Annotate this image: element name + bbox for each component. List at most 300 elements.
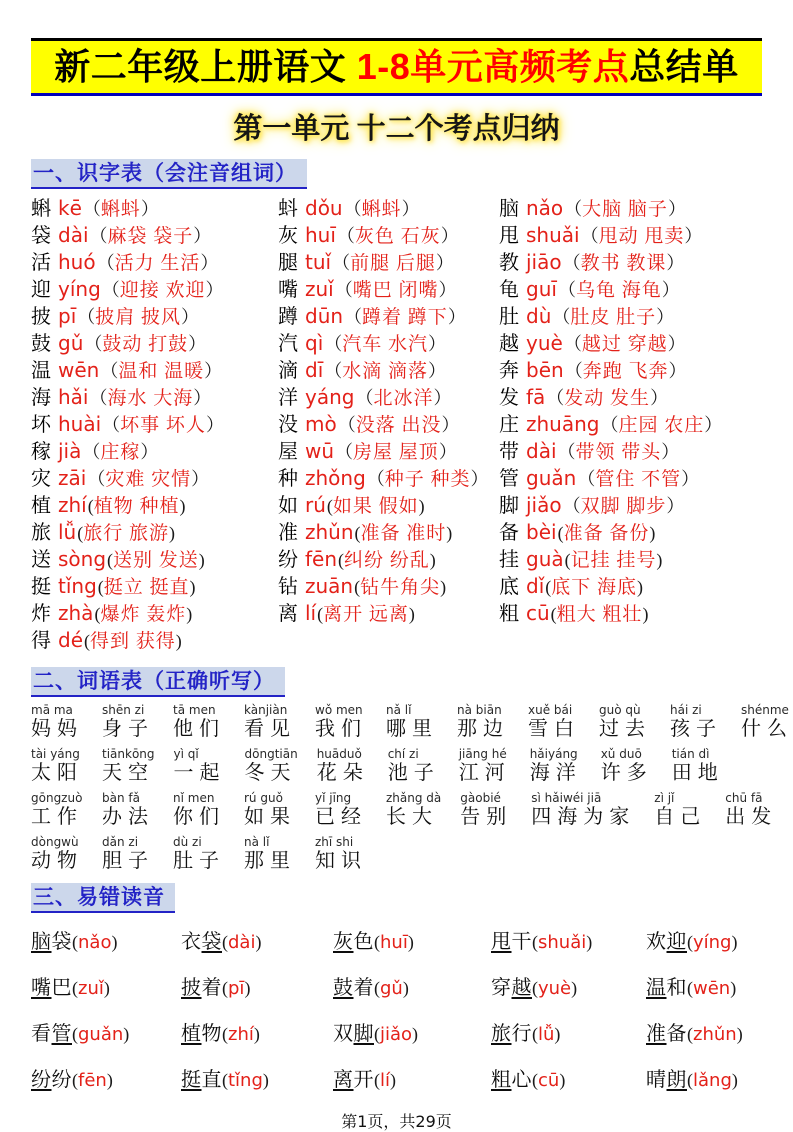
entry-character: 准: [278, 522, 298, 544]
misread-item: [181, 1017, 333, 1046]
word-hanzi: 看见: [244, 718, 296, 740]
entry-character: 奔: [499, 360, 519, 382]
close-paren: ): [111, 932, 118, 952]
entry-character: 得: [31, 630, 51, 652]
entry-words: 庄园 农庄: [618, 415, 705, 436]
entry-words: 挺立 挺直: [103, 577, 190, 598]
entry-pinyin: gǔ: [58, 331, 84, 355]
literacy-column-1: [31, 195, 278, 654]
misread-item: [646, 1017, 762, 1046]
entry-pinyin: qì: [305, 331, 324, 355]
word-item: [386, 792, 441, 829]
entry-pinyin: dé: [58, 628, 83, 652]
word-hanzi: 动物: [31, 850, 83, 872]
open-paren: （: [564, 361, 583, 381]
misread-item: [646, 1063, 762, 1092]
entry-words: 双脚 脚步: [580, 496, 667, 517]
open-paren: (: [222, 1070, 228, 1090]
misread-item: [31, 971, 181, 1000]
word-pinyin: nǎ lǐ: [386, 703, 412, 717]
word-item: [173, 704, 225, 741]
word-hanzi: 江河: [458, 762, 511, 784]
entry-words: 钻牛角尖: [360, 577, 441, 598]
literacy-column-2: [278, 195, 499, 654]
underlined-character: 旅: [491, 1023, 512, 1045]
entry-character: 庄: [499, 414, 519, 436]
literacy-entry: [31, 222, 278, 249]
open-paren: (: [374, 932, 380, 952]
entry-character: 脑: [499, 198, 519, 220]
literacy-entry: [278, 357, 499, 384]
word-pinyin: guò qù: [599, 703, 641, 717]
word-pinyin: hái zi: [670, 703, 702, 717]
word-pinyin: tài yáng: [31, 747, 80, 761]
open-paren: （: [564, 199, 583, 219]
close-paren: ）: [428, 334, 447, 354]
misread-pinyin: huī: [380, 932, 408, 953]
word-item: [654, 792, 706, 829]
literacy-entry: [499, 411, 762, 438]
underlined-character: 植: [181, 1023, 202, 1045]
literacy-entry: [278, 492, 499, 519]
entry-words: 底下 海底: [551, 577, 638, 598]
entry-pinyin: jià: [58, 439, 82, 463]
misread-pinyin: guǎn: [78, 1024, 124, 1045]
entry-pinyin: dù: [526, 304, 552, 328]
word-item: [315, 836, 367, 873]
close-paren: ）: [193, 388, 212, 408]
close-paren: ): [189, 577, 196, 597]
entry-pinyin: wū: [305, 439, 335, 463]
misread-pinyin: shuǎi: [538, 932, 587, 953]
entry-pinyin: wēn: [58, 358, 100, 382]
misread-word: [333, 1069, 374, 1091]
entry-pinyin: shuǎi: [526, 223, 580, 247]
misread-word: [181, 977, 222, 999]
entry-pinyin: kē: [58, 196, 82, 220]
close-paren: ）: [684, 226, 703, 246]
entry-character: 屋: [278, 441, 298, 463]
close-paren: ）: [204, 361, 223, 381]
open-paren: (: [77, 523, 84, 543]
word-hanzi: 池子: [387, 762, 440, 784]
misread-word: [31, 977, 72, 999]
misread-item: [31, 925, 181, 954]
entry-pinyin: dài: [58, 223, 89, 247]
literacy-entry: [278, 573, 499, 600]
character: 物: [201, 1023, 222, 1045]
character: 开: [353, 1069, 374, 1091]
underlined-character: 甩: [491, 931, 512, 953]
entry-words: 蝌蚪: [361, 199, 402, 220]
entry-pinyin: zhuāng: [526, 412, 600, 436]
word-item: [741, 704, 793, 741]
literacy-entry: [278, 411, 499, 438]
word-pinyin: gàobié: [460, 791, 501, 805]
word-pinyin: kànjiàn: [244, 703, 288, 717]
word-item: [315, 704, 367, 741]
entry-words: 温和 温暖: [118, 361, 205, 382]
entry-character: 底: [499, 576, 519, 598]
literacy-entry: [31, 249, 278, 276]
open-paren: （: [334, 280, 353, 300]
word-pinyin: wǒ men: [315, 703, 363, 717]
word-item: [725, 792, 777, 829]
close-paren: ）: [661, 280, 680, 300]
misread-item: [31, 1017, 181, 1046]
open-paren: (: [532, 1070, 538, 1090]
entry-words: 离开 远离: [323, 604, 409, 625]
misread-pinyin: wēn: [693, 978, 731, 999]
literacy-entry: [278, 384, 499, 411]
character: 干: [511, 931, 532, 953]
misread-word: [491, 977, 532, 999]
literacy-entry: [499, 249, 762, 276]
entry-pinyin: zuān: [305, 574, 354, 598]
literacy-entry: [278, 438, 499, 465]
misread-pinyin: zuǐ: [78, 978, 104, 999]
open-paren: (: [317, 604, 324, 624]
open-paren: (: [107, 550, 114, 570]
entry-words: 种子 种类: [384, 469, 471, 490]
misread-item: [181, 1063, 333, 1092]
entry-pinyin: bèi: [526, 520, 557, 544]
character: 欢: [646, 931, 667, 953]
misread-pinyin: dài: [228, 932, 256, 953]
word-pinyin: mā ma: [31, 703, 73, 717]
close-paren: ): [390, 1070, 397, 1090]
underlined-character: 纷: [31, 1069, 52, 1091]
open-paren: (: [222, 1024, 228, 1044]
close-paren: ）: [193, 226, 212, 246]
close-paren: ): [198, 550, 205, 570]
literacy-entry: [278, 330, 499, 357]
word-hanzi: 知识: [315, 850, 367, 872]
entry-words: 准备 备份: [563, 523, 650, 544]
misread-item: [181, 971, 333, 1000]
word-hanzi: 我们: [315, 718, 367, 740]
entry-character: 灰: [278, 225, 298, 247]
underlined-character: 准: [646, 1023, 667, 1045]
misread-word: [333, 931, 374, 953]
entry-pinyin: fēn: [305, 547, 338, 571]
entry-words: 带领 带头: [575, 442, 662, 463]
close-paren: ）: [667, 334, 686, 354]
open-paren: （: [77, 307, 96, 327]
misread-word: [491, 1069, 532, 1091]
character: 巴: [51, 977, 72, 999]
character: 袋: [51, 931, 72, 953]
close-paren: ): [408, 604, 415, 624]
word-hanzi: 田地: [671, 762, 724, 784]
open-paren: (: [97, 577, 104, 597]
word-pinyin: dù zi: [173, 835, 202, 849]
close-paren: ）: [667, 199, 686, 219]
close-paren: ): [429, 550, 436, 570]
word-hanzi: 长大: [386, 806, 438, 828]
entry-character: 越: [499, 333, 519, 355]
entry-character: 鼓: [31, 333, 51, 355]
literacy-entry: [499, 546, 762, 573]
entry-pinyin: dǐ: [526, 574, 545, 598]
close-paren: ): [571, 978, 578, 998]
misread-pinyin: fēn: [78, 1070, 107, 1091]
literacy-entry: [278, 222, 499, 249]
word-item: [31, 792, 83, 829]
word-item: [317, 748, 369, 785]
underlined-character: 袋: [201, 931, 222, 953]
word-hanzi: 自己: [654, 806, 707, 828]
word-hanzi: 妈妈: [31, 718, 83, 740]
word-hanzi: 四海为家: [531, 806, 636, 828]
word-hanzi: 告别: [460, 806, 513, 828]
close-paren: ）: [666, 496, 685, 516]
literacy-entry: [31, 519, 278, 546]
entry-pinyin: mò: [305, 412, 337, 436]
word-hanzi: 肚子: [173, 850, 225, 872]
open-paren: (: [94, 604, 101, 624]
word-pinyin: zhǎng dà: [386, 791, 442, 805]
entry-words: 发动 发生: [564, 388, 651, 409]
open-paren: （: [87, 469, 106, 489]
misread-row: [31, 971, 762, 1000]
word-pinyin: yǐ jīng: [315, 791, 352, 805]
word-pinyin: hǎiyáng: [529, 747, 578, 761]
entry-character: 粗: [499, 603, 519, 625]
literacy-entry: [31, 303, 278, 330]
open-paren: (: [87, 496, 94, 516]
close-paren: ): [123, 1024, 130, 1044]
word-hanzi: 哪里: [386, 718, 438, 740]
entry-words: 水滴 滴落: [342, 361, 429, 382]
character: 穿: [491, 977, 512, 999]
entry-words: 蹲着 蹲下: [362, 307, 448, 328]
open-paren: (: [374, 978, 380, 998]
entry-pinyin: zhǒng: [305, 466, 366, 490]
misread-item: [31, 1063, 181, 1092]
misread-pinyin: lí: [380, 1070, 391, 1091]
close-paren: ）: [181, 307, 200, 327]
word-hanzi: 办法: [102, 806, 154, 828]
misread-item: [333, 1017, 491, 1046]
misread-pinyin: lǚ: [538, 1024, 555, 1045]
entry-words: 肚皮 肚子: [570, 307, 657, 328]
close-paren: ）: [140, 442, 159, 462]
entry-words: 灾难 灾情: [105, 469, 192, 490]
close-paren: ）: [666, 253, 685, 273]
word-item: [315, 792, 367, 829]
misread-pinyin: zhǔn: [693, 1024, 737, 1045]
literacy-entry: [499, 330, 762, 357]
section-2: [31, 667, 762, 697]
word-hanzi: 过去: [599, 718, 651, 740]
entry-words: 教书 教课: [580, 253, 667, 274]
word-item: [174, 748, 226, 785]
page-number: 第1页，共29页: [341, 1112, 452, 1131]
character: 和: [666, 977, 687, 999]
open-paren: （: [366, 469, 385, 489]
literacy-entry: [31, 357, 278, 384]
entry-words: 披肩 披风: [95, 307, 182, 328]
close-paren: ): [736, 1024, 743, 1044]
character: 双: [333, 1023, 354, 1045]
character: 色: [353, 931, 374, 953]
entry-pinyin: cū: [526, 601, 550, 625]
entry-pinyin: zuǐ: [305, 277, 334, 301]
close-paren: ）: [668, 361, 687, 381]
close-paren: ）: [704, 415, 723, 435]
close-paren: ）: [438, 280, 457, 300]
open-paren: （: [101, 280, 120, 300]
entry-pinyin: lí: [305, 601, 317, 625]
close-paren: ): [175, 631, 182, 651]
entry-words: 准备 准时: [360, 523, 447, 544]
open-paren: （: [563, 334, 582, 354]
misread-item: [491, 925, 646, 954]
entry-words: 送别 发送: [113, 550, 199, 571]
close-paren: ): [262, 1070, 269, 1090]
entry-character: 教: [499, 252, 519, 274]
character: 衣: [181, 931, 202, 953]
misread-item: [491, 1063, 646, 1092]
open-paren: （: [102, 415, 121, 435]
literacy-entry: [31, 438, 278, 465]
word-row: [31, 748, 762, 785]
word-item: [457, 704, 509, 741]
word-pinyin: tiānkōng: [102, 747, 155, 761]
entry-character: 灾: [31, 468, 51, 490]
word-hanzi: 胆子: [102, 850, 154, 872]
literacy-entry: [31, 276, 278, 303]
entry-pinyin: yáng: [305, 385, 355, 409]
section-2-header: 二、词语表（正确听写）: [31, 667, 285, 697]
close-paren: ): [418, 496, 425, 516]
entry-character: 如: [278, 495, 298, 517]
open-paren: (: [687, 978, 693, 998]
entry-character: 炸: [31, 603, 51, 625]
entry-character: 蚪: [278, 198, 298, 220]
misread-word: [181, 1069, 222, 1091]
word-hanzi: 一起: [173, 762, 226, 784]
word-item: [530, 748, 582, 785]
entry-character: 腿: [278, 252, 298, 274]
entry-words: 活力 生活: [114, 253, 201, 274]
close-paren: ): [407, 932, 414, 952]
word-pinyin: nà lǐ: [244, 835, 270, 849]
literacy-entry: [278, 600, 499, 627]
entry-words: 前腿 后腿: [350, 253, 436, 274]
word-item: [459, 748, 511, 785]
open-paren: （: [562, 496, 581, 516]
entry-character: 旅: [31, 522, 51, 544]
open-paren: (: [84, 631, 90, 651]
open-paren: (: [354, 577, 361, 597]
entry-pinyin: sòng: [58, 547, 107, 571]
entry-character: 纷: [278, 549, 298, 571]
open-paren: (: [222, 978, 228, 998]
misread-item: [333, 971, 491, 1000]
entry-words: 记挂 挂号: [570, 550, 657, 571]
word-item: [599, 704, 651, 741]
entry-character: 送: [31, 549, 51, 571]
close-paren: ）: [447, 307, 466, 327]
open-paren: (: [72, 932, 78, 952]
literacy-entry: [499, 600, 762, 627]
open-paren: （: [546, 388, 565, 408]
word-pinyin: shēn zi: [102, 703, 145, 717]
open-paren: (: [72, 1070, 78, 1090]
misread-row: [31, 925, 762, 954]
underlined-character: 挺: [181, 1069, 202, 1091]
entry-words: 得到 获得: [90, 631, 176, 652]
open-paren: （: [96, 253, 115, 273]
entry-pinyin: dī: [305, 358, 324, 382]
close-paren: ): [255, 932, 262, 952]
entry-words: 大脑 脑子: [582, 199, 668, 220]
entry-pinyin: zāi: [58, 466, 87, 490]
open-paren: (: [687, 1024, 693, 1044]
literacy-entry: [31, 384, 278, 411]
word-item: [245, 748, 298, 785]
entry-character: 滴: [278, 360, 298, 382]
entry-character: 活: [31, 252, 51, 274]
entry-words: 麻袋 袋子: [107, 226, 194, 247]
misread-pinyin: jiǎo: [380, 1024, 413, 1045]
character: 备: [666, 1023, 687, 1045]
literacy-entry: [499, 195, 762, 222]
word-hanzi: 许多: [600, 762, 653, 784]
close-paren: ): [554, 1024, 561, 1044]
open-paren: （: [324, 334, 343, 354]
misread-item: [646, 925, 762, 954]
word-pinyin: rú guǒ: [244, 791, 283, 805]
close-paren: ): [179, 496, 186, 516]
word-pinyin: yì qǐ: [173, 747, 199, 761]
open-paren: （: [100, 361, 119, 381]
misread-table: [31, 925, 762, 1092]
word-item: [244, 792, 296, 829]
open-paren: （: [82, 199, 101, 219]
misread-row: [31, 1017, 762, 1046]
close-paren: ): [656, 550, 663, 570]
open-paren: (: [532, 1024, 538, 1044]
misread-pinyin: zhí: [228, 1024, 254, 1045]
entry-pinyin: guà: [526, 547, 564, 571]
unit-subtitle: 第一单元 十二个考点归纳: [233, 113, 560, 145]
word-pinyin: jiāng hé: [458, 747, 507, 761]
word-item: [670, 704, 722, 741]
entry-words: 汽车 水汽: [342, 334, 429, 355]
close-paren: ）: [656, 307, 675, 327]
underlined-character: 越: [511, 977, 532, 999]
literacy-entry: [31, 411, 278, 438]
close-paren: ）: [205, 280, 224, 300]
entry-pinyin: huó: [58, 250, 96, 274]
open-paren: （: [335, 442, 354, 462]
misread-word: [181, 931, 222, 953]
open-paren: (: [532, 978, 538, 998]
word-pinyin: shénme: [741, 703, 789, 717]
word-hanzi: 天空: [102, 762, 154, 784]
word-pinyin: zì jǐ: [654, 791, 675, 805]
entry-character: 发: [499, 387, 519, 409]
entry-words: 如果 假如: [332, 496, 419, 517]
entry-words: 北冰洋: [373, 388, 434, 409]
entry-words: 植物 种植: [93, 496, 180, 517]
misread-word: [491, 1023, 532, 1045]
literacy-entry: [31, 195, 278, 222]
close-paren: ）: [433, 388, 452, 408]
